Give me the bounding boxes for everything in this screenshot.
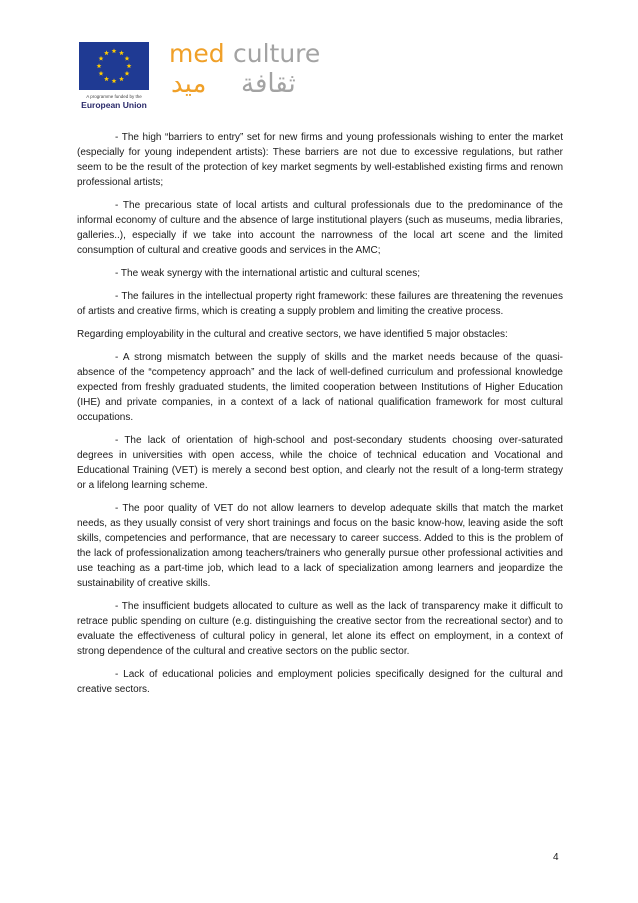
paragraph: - The poor quality of VET do not allow learners to develop adequate skills that match the market needs, as they usually consist of very short trainings and focus on the basic know-how, leaving aside the soft skills, competencies and performance, that are necessary to career success. Added to this is the problem of the lack of professionalization among teachers/trainers who generally pursue other professional activities and use teaching as a part-time job, which lead to a lack of specialization among learners and jeopardize the sustainability of creative skills. xyxy=(77,503,563,589)
paragraph: - The insufficient budgets allocated to culture as well as the lack of transparency make it difficult to retrace public spending on culture (e.g. distinguishing the creative sector from the recreational sector) and to evaluate the effectiveness of cultural policy in general, let alone its effect on employment, in a context of strong dependence of the cultural and creative sectors on the public sector. xyxy=(77,601,563,657)
paragraph: - The precarious state of local artists and cultural professionals due to the predominance of the informal economy of culture and the absence of large institutional players (such as museums, media libraries, galleries..), especially if we take into account the narrowness of the local art scene and the limited consumption of cultural and creative goods and services in the AMC; xyxy=(77,200,563,256)
paragraph: Regarding employability in the cultural and creative sectors, we have identified 5 major obstacles: xyxy=(77,329,508,340)
eu-caption-small: A programme funded by the xyxy=(86,94,142,99)
paragraph: - The high “barriers to entry” set for new firms and young professionals wishing to enter the market (especially for young independent artists): These barriers are not due to excessive regulations, but rather seem to be the result of the protection of key market segments by well-established existing firms and renown professional artists; xyxy=(77,132,563,188)
page-header xyxy=(73,38,373,116)
svg-text:culture: culture xyxy=(233,39,321,68)
medculture-logo xyxy=(167,38,347,100)
paragraph: - The lack of orientation of high-school and post-secondary students choosing over-saturated degrees in universities with open access, while the choice of technical education and Vocational and Educational Training (VET) is merely a second best option, and clearly not the result of a long-term strategy or a lifelong learning scheme. xyxy=(77,435,563,491)
paragraph: - The weak synergy with the international artistic and cultural scenes; xyxy=(115,268,420,279)
eu-flag-icon xyxy=(79,42,149,90)
paragraph: - A strong mismatch between the supply of skills and the market needs because of the quasi-absence of the “competency approach” and the lack of well-defined curriculum and professional knowledge expected from freshly graduated students, the limited cooperation between Institutions of Higher Education (IHE) and private companies, in a context of a lack of national qualification framework for most cultural occupations. xyxy=(77,352,563,423)
paragraph: - The failures in the intellectual property right framework: these failures are threatening the revenues of artists and creative firms, which is creating a supply problem and limiting the creative process. xyxy=(77,291,563,317)
paragraph: - Lack of educational policies and employment policies specifically designed for the cultural and creative sectors. xyxy=(77,669,563,695)
svg-text:med: med xyxy=(169,39,225,68)
page-number: 4 xyxy=(553,852,559,863)
document-body xyxy=(77,130,563,705)
svg-text:ميد: ميد xyxy=(171,69,207,99)
eu-caption xyxy=(73,94,155,110)
svg-text:ثقافة: ثقافة xyxy=(241,69,296,99)
eu-caption-big: European Union xyxy=(81,100,147,110)
